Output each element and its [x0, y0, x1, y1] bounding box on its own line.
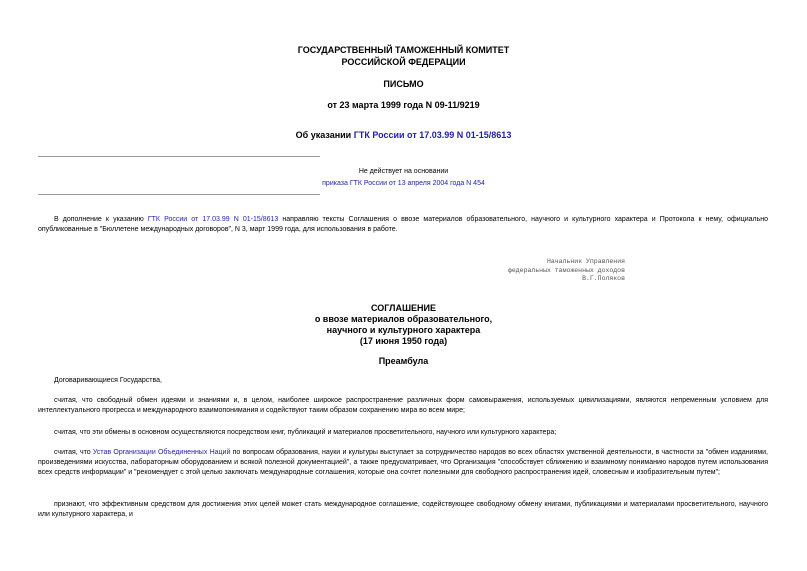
signature-name: В.Г.Поляков	[582, 275, 625, 282]
bottom-divider	[38, 194, 320, 195]
top-divider	[38, 156, 320, 157]
intro-paragraph	[38, 215, 768, 235]
agreement-date: (17 июня 1950 года)	[359, 336, 448, 346]
body-paragraph-1: Договаривающиеся Государства,	[54, 377, 162, 384]
signature-position: Начальник Управления	[546, 258, 625, 265]
body-paragraph-3: считая, что эти обмены в основном осуществляются посредством книг, публикаций и материалов просветительного, научного или культурного характера;	[54, 429, 557, 436]
agreement-subtitle-2: научного и культурного характера	[326, 325, 481, 335]
document-date: от 23 марта 1999 года N 09-11/9219	[327, 100, 480, 110]
signature-block	[440, 258, 625, 284]
un-charter-link[interactable]: Устав Организации Объединенных Наций	[92, 449, 231, 456]
document-type: ПИСЬМО	[383, 79, 424, 89]
validity-notice	[180, 166, 627, 190]
body-paragraph-5: признают, что эффективным средством для достижения этих целей может стать международное соглашение, содействующее свободному обмену книгами, публикациями и материалами просветительного, научного или культурного характера, и	[38, 501, 768, 518]
preamble-heading: Преамбула	[378, 356, 429, 366]
signature-department: федеральных таможенных доходов	[507, 266, 625, 274]
subject-prefix: Об указании	[295, 130, 354, 140]
notice-link[interactable]: приказа ГТК России от 13 апреля 2004 года N 454	[322, 180, 485, 187]
org-name-line2: РОССИЙСКОЙ ФЕДЕРАЦИИ	[341, 57, 466, 67]
org-name-line1: ГОСУДАРСТВЕННЫЙ ТАМОЖЕННЫЙ КОМИТЕТ	[297, 45, 510, 55]
intro-link[interactable]: ГТК России от 17.03.99 N 01-15/8613	[147, 216, 279, 223]
p4-prefix: считая, что	[54, 449, 93, 456]
intro-rest: направляю тексты Соглашения о ввозе материалов образовательного, научного и культурного характера и Протокола к нему, официально опубликованные в "Бюллетене международных договоров", N 3, март 1999 года, для использования в работе.	[38, 216, 768, 233]
agreement-title: СОГЛАШЕНИЕ	[371, 303, 436, 313]
document-subject	[0, 130, 807, 141]
intro-prefix: В дополнение к указанию	[54, 216, 148, 223]
body-paragraph-2: считая, что свободный обмен идеями и знаниями и, в целом, наиболее широкое распространение различных форм самовыражения, используемых цивилизациями, являются непременным условием для интеллектуального прогресса и международного взаимопонимания и содействуют таким образом сохранению мира во всем мире;	[38, 397, 768, 414]
subject-link[interactable]: ГТК России от 17.03.99 N 01-15/8613	[353, 130, 512, 140]
p4-rest: по вопросам образования, науки и культуры выступает за сотрудничество народов во всех областях умственной деятельности, в частности за "обмен изданиями, произведениями искусства, лабораторным оборудованием и всякой полезной документацией", а также предусматривает, что Организация "способствует сближению и взаимному пониманию народов путем использования всех средств информации" и "рекомендует с этой целью заключать международные соглашения, которые она сочтет полезными для свободного распространения идей, словесным и изобразительным путем";	[38, 449, 768, 476]
agreement-subtitle-1: о ввозе материалов образовательного,	[314, 314, 493, 324]
notice-text: Не действует на основании	[358, 168, 449, 175]
body-paragraph-4	[38, 448, 768, 478]
